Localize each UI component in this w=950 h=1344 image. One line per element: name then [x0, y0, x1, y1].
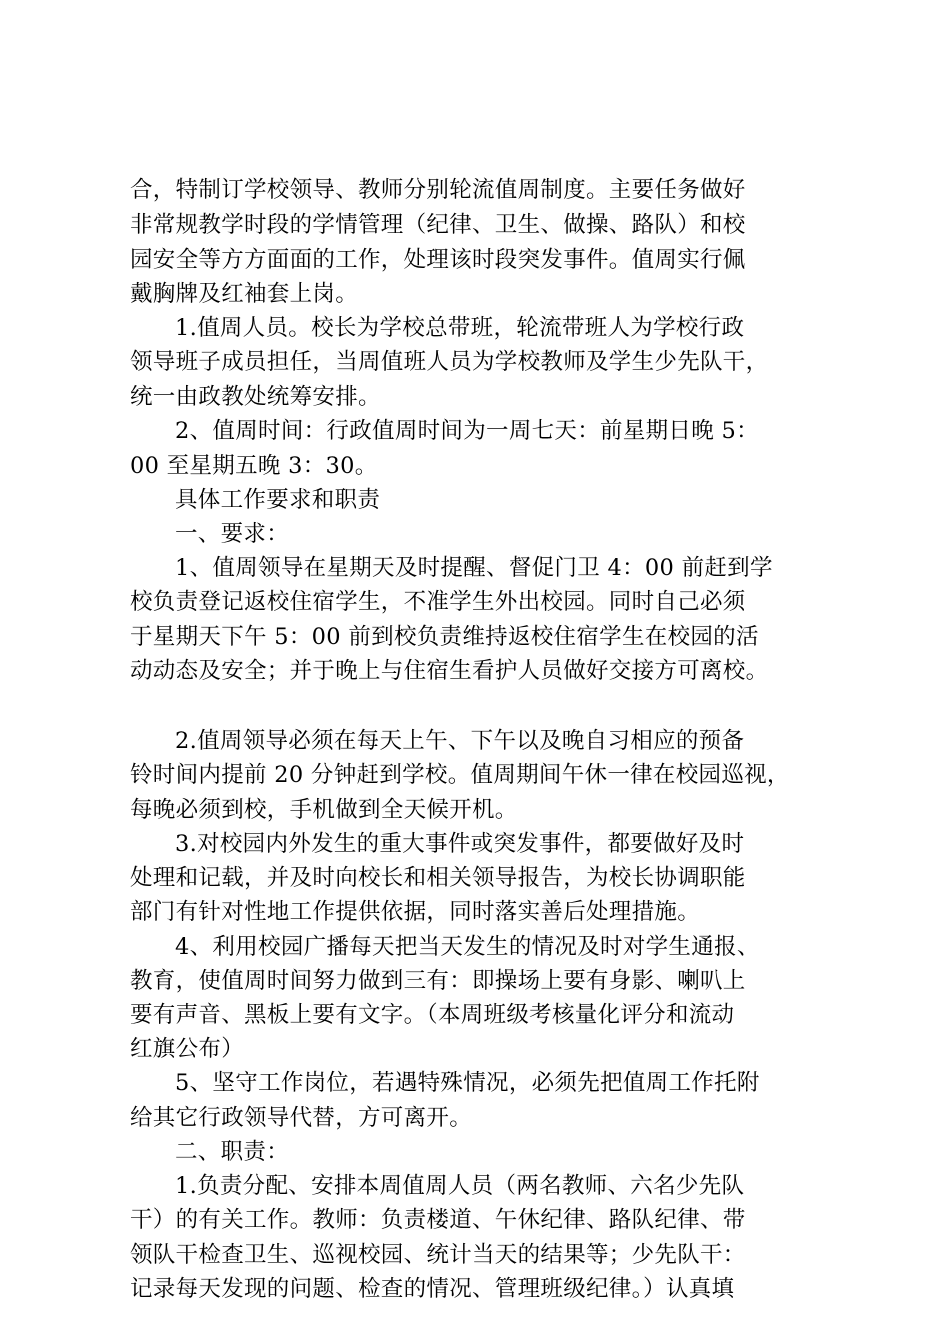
- text-line: 园安全等方方面面的工作，处理该时段突发事件。值周实行佩: [130, 247, 746, 273]
- text-line: 校负责登记返校住宿学生，不准学生外出校园。同时自己必须: [130, 589, 746, 615]
- text-line: 处理和记载，并及时向校长和相关领导报告，为校长协调职能: [130, 865, 746, 891]
- text-line: 动动态及安全；并于晚上与住宿生看护人员做好交接方可离校。: [130, 658, 769, 684]
- text-line: 领导班子成员担任，当周值班人员为学校教师及学生少先队干，: [130, 349, 769, 375]
- text-line: 每晚必须到校，手机做到全天候开机。: [130, 797, 518, 823]
- section-heading: 一、要求：: [175, 521, 290, 547]
- text-line: 领队干检查卫生、巡视校园、统计当天的结果等；少先队干：: [130, 1242, 746, 1268]
- text-line: 2.值周领导必须在每天上午、下午以及晚自习相应的预备: [175, 728, 745, 754]
- section-heading: 具体工作要求和职责: [175, 487, 381, 513]
- text-line: 1、值周领导在星期天及时提醒、督促门卫 4：00 前赶到学: [175, 555, 773, 581]
- text-line: 给其它行政领导代替，方可离开。: [130, 1105, 473, 1131]
- text-line: 4、利用校园广播每天把当天发生的情况及时对学生通报、: [175, 934, 760, 960]
- text-line: 1.负责分配、安排本周值周人员（两名教师、六名少先队: [175, 1173, 745, 1199]
- text-line: 非常规教学时段的学情管理（纪律、卫生、做操、路队）和校: [130, 212, 746, 238]
- text-line: 3.对校园内外发生的重大事件或突发事件，都要做好及时: [175, 831, 745, 857]
- text-line: 铃时间内提前 20 分钟赶到学校。值周期间午休一律在校园巡视，: [130, 762, 790, 788]
- text-line: 统一由政教处统筹安排。: [130, 384, 381, 410]
- text-line: 红旗公布）: [130, 1036, 245, 1062]
- section-heading: 二、职责：: [175, 1139, 290, 1165]
- text-line: 合，特制订学校领导、教师分别轮流值周制度。主要任务做好: [130, 177, 746, 203]
- text-line: 戴胸牌及红袖套上岗。: [130, 281, 359, 307]
- text-line: 00 至星期五晚 3：30。: [130, 453, 378, 479]
- text-line: 要有声音、黑板上要有文字。（本周班级考核量化评分和流动: [130, 1002, 735, 1028]
- text-line: 2、值周时间：行政值周时间为一周七天：前星期日晚 5：: [175, 418, 759, 444]
- text-line: 记录每天发现的问题、检查的情况、管理班级纪律。）认真填: [130, 1276, 735, 1302]
- text-line: 干）的有关工作。教师：负责楼道、午休纪律、路队纪律、带: [130, 1207, 746, 1233]
- text-line: 教育，使值周时间努力做到三有：即操场上要有身影、喇叭上: [130, 968, 746, 994]
- text-line: 于星期天下午 5：00 前到校负责维持返校住宿学生在校园的活: [130, 624, 759, 650]
- text-line: 1.值周人员。校长为学校总带班，轮流带班人为学校行政: [175, 315, 745, 341]
- text-line: 部门有针对性地工作提供依据，同时落实善后处理措施。: [130, 899, 701, 925]
- text-line: 5、坚守工作岗位，若遇特殊情况，必须先把值周工作托附: [175, 1070, 760, 1096]
